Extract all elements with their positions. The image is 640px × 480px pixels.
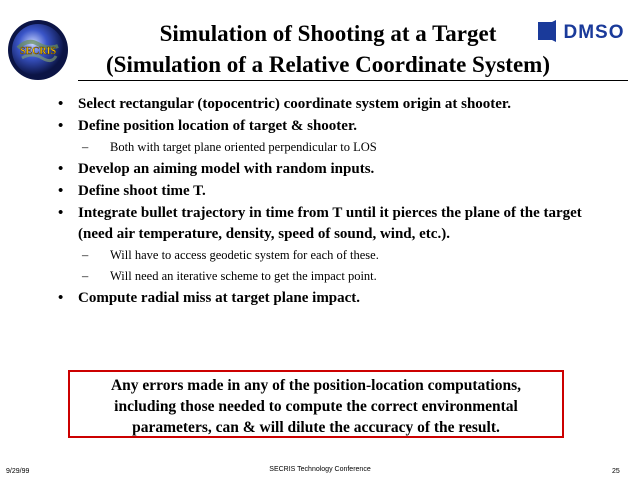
bullet-item: [58, 181, 618, 202]
sub-bullet-text: Both with target plane oriented perpendicular to LOS: [110, 140, 377, 154]
bullet-list: [58, 94, 618, 310]
note-line-1: Any errors made in any of the position-location computations,: [110, 377, 522, 394]
bullet-text: Integrate bullet trajectory in time from T until it pierces the plane of the target (need air temperature, density, speed of sound, wind, etc.).: [78, 205, 582, 242]
footer-page-number: 25: [612, 468, 620, 475]
bullet-item: [58, 116, 618, 137]
bullet-item: [58, 94, 618, 115]
bullet-text: Develop an aiming model with random inputs.: [78, 161, 375, 177]
logo-left-text: SECRIS: [19, 46, 57, 57]
footer-conference: SECRIS Technology Conference: [269, 466, 371, 473]
bullet-text: Define position location of target & shooter.: [78, 118, 357, 134]
slide-title: [78, 18, 578, 80]
bullet-item: [58, 288, 618, 309]
bullet-text: Select rectangular (topocentric) coordinate system origin at shooter.: [78, 96, 511, 112]
bullet-dot-icon: •: [58, 96, 64, 112]
warning-note-box: [68, 370, 564, 438]
sub-bullet-item: [58, 138, 618, 157]
title-divider: [78, 80, 628, 81]
bullet-dot-icon: •: [58, 290, 64, 306]
note-line-3: parameters, can & will dilute the accuracy of the result.: [132, 419, 500, 436]
sub-bullet-text: Will need an iterative scheme to get the impact point.: [110, 269, 377, 283]
logo-left: [6, 18, 70, 82]
sub-bullet-item: [58, 246, 618, 265]
bullet-text: Define shoot time T.: [78, 183, 206, 199]
sub-bullet-text: Will have to access geodetic system for each of these.: [110, 248, 379, 262]
bullet-item: [58, 203, 618, 245]
dash-icon: –: [82, 269, 89, 283]
bullet-dot-icon: •: [58, 205, 64, 221]
title-line-1: Simulation of Shooting at a Target: [159, 21, 497, 46]
dash-icon: –: [82, 140, 89, 154]
bullet-dot-icon: •: [58, 183, 64, 199]
dash-icon: –: [82, 248, 89, 262]
bullet-item: [58, 159, 618, 180]
bullet-text: Compute radial miss at target plane impact.: [78, 290, 361, 306]
bullet-dot-icon: •: [58, 161, 64, 177]
logo-right-text: DMSO: [563, 22, 625, 43]
title-line-2: (Simulation of a Relative Coordinate System): [106, 52, 550, 77]
bullet-dot-icon: •: [58, 118, 64, 134]
sub-bullet-item: [58, 267, 618, 286]
note-line-2: including those needed to compute the correct environmental: [114, 398, 518, 415]
footer-date: 9/29/99: [6, 468, 30, 475]
